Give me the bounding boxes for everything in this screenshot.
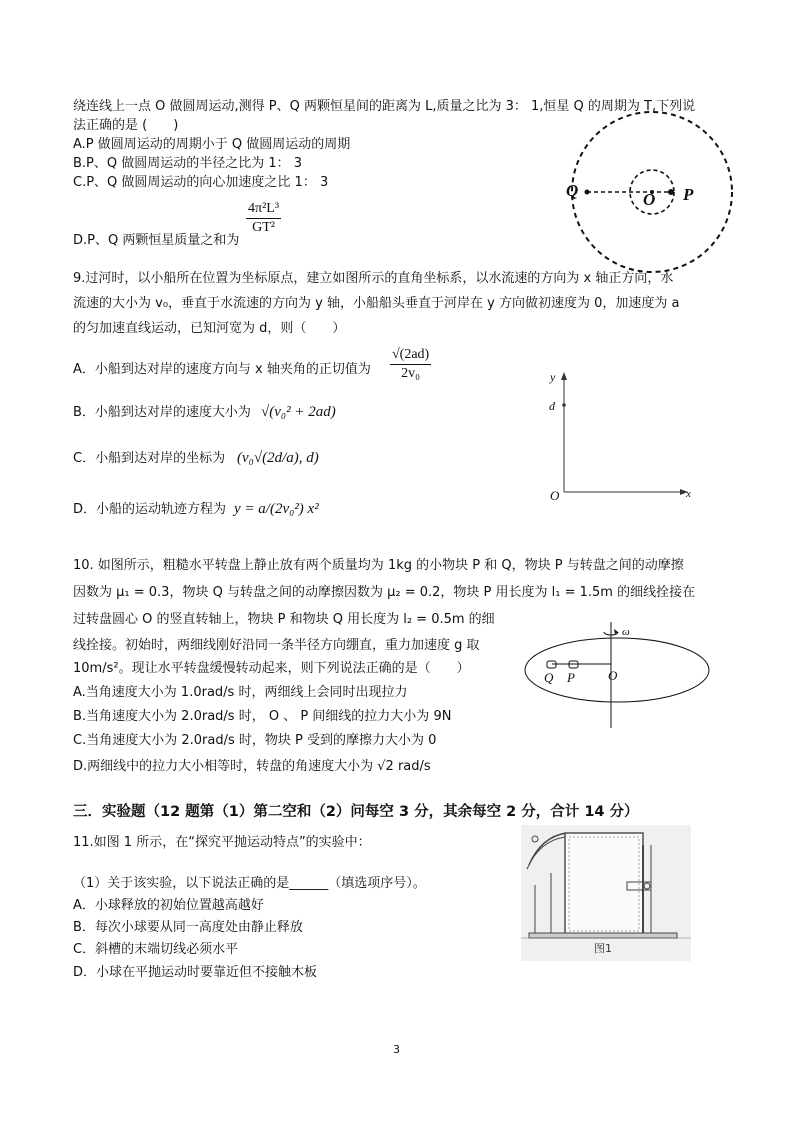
q10-option-a: A.当角速度大小为 1.0rad/s 时，两细线上会同时出现拉力	[73, 685, 408, 700]
q9-fig-label-y: y	[550, 370, 556, 384]
q11-apparatus-figure	[521, 825, 691, 961]
q9-stem-line3: 的匀加速直线运动，已知河宽为 d，则（ ）	[73, 321, 346, 336]
q9-option-d: D．小船的运动轨迹方程为	[73, 502, 227, 517]
q9-fig-label-x: x	[686, 488, 691, 500]
page-number: 3	[393, 1043, 400, 1056]
q8-fig-label-q: Q	[566, 181, 579, 200]
q10-stem-line4: 线拴接。初始时，两细线刚好沿同一条半径方向绷直，重力加速度 g 取	[73, 638, 480, 653]
q9-option-d-expression: y = a/(2v₀²) x²	[234, 501, 319, 517]
q11-stem: 11.如图 1 所示，在“探究平抛运动特点”的实验中：	[73, 835, 371, 850]
q8-option-c: C.P、Q 做圆周运动的向心加速度之比 1： 3	[73, 175, 329, 190]
q11-option-b: B．每次小球要从同一高度处由静止释放	[73, 920, 303, 935]
q8-option-d: D.P、Q 两颗恒星质量之和为	[73, 233, 240, 248]
q10-option-d: D.两细线中的拉力大小相等时，转盘的角速度大小为 √2 rad/s	[73, 759, 431, 774]
q9-stem-line2: 流速的大小为 v₀，垂直于水流速的方向为 y 轴，小船船头垂直于河岸在 y 方向做初速度为 0，加速度为 a	[73, 296, 680, 311]
q11-fig-caption: 图1	[594, 942, 612, 955]
q9-fig-label-o: O	[550, 488, 560, 503]
q10-fig-label-o: O	[608, 668, 618, 683]
q11-sub1: （1）关于该实验，以下说法正确的是______（填选项序号）。	[73, 876, 426, 891]
q10-option-b: B.当角速度大小为 2.0rad/s 时， O 、 P 间细线的拉力大小为 9N	[73, 709, 452, 724]
q10-stem-line5: 10m/s²。现让水平转盘缓慢转动起来，则下列说法正确的是（ ）	[73, 661, 470, 676]
q9-coordinate-axes	[550, 370, 710, 500]
q8-d-numerator: 4π²L³	[246, 200, 281, 219]
q11-option-c: C．斜槽的末端切线必须水平	[73, 942, 239, 957]
q10-fig-label-q: Q	[544, 670, 554, 685]
q8-stem-line2: 法正确的是 ( )	[73, 118, 179, 133]
q8-option-a: A.P 做圆周运动的周期小于 Q 做圆周运动的周期	[73, 137, 351, 152]
q8-d-denominator: GT²	[252, 219, 275, 235]
q9-option-c-expression: (v₀√(2d/a), d)	[237, 450, 319, 466]
q9-option-a-fraction	[390, 346, 431, 382]
q9-option-b: B．小船到达对岸的速度大小为	[73, 405, 251, 420]
q9-option-b-expression: √(v₀² + 2ad)	[261, 404, 336, 420]
q10-fig-label-p: P	[567, 670, 575, 685]
q9-a-numerator: √(2ad)	[390, 346, 431, 365]
q10-stem-line1: 10. 如图所示，粗糙水平转盘上静止放有两个质量均为 1kg 的小物块 P 和 Q，物块 P 与转盘之间的动摩擦	[73, 558, 684, 573]
q9-option-c: C．小船到达对岸的坐标为	[73, 451, 226, 466]
q9-stem-line1: 9.过河时，以小船所在位置为坐标原点，建立如图所示的直角坐标系，以水流速的方向为 x 轴正方向，水	[73, 271, 674, 286]
q8-option-d-fraction	[246, 200, 281, 236]
q10-stem-line3: 过转盘圆心 O 的竖直转轴上，物块 P 和物块 Q 用长度为 l₂ = 0.5m 的细	[73, 612, 495, 627]
q9-a-denominator: 2v₀	[401, 365, 421, 381]
q11-option-a: A．小球释放的初始位置越高越好	[73, 898, 264, 913]
q10-fig-label-omega: ω	[622, 626, 630, 638]
section-3-heading: 三．实验题（12 题第（1）第二空和（2）问每空 3 分，其余每空 2 分，合计 14 分）	[73, 804, 639, 820]
q10-stem-line2: 因数为 μ₁ = 0.3，物块 Q 与转盘之间的动摩擦因数为 μ₂ = 0.2，物块 P 用长度为 l₁ = 1.5m 的细线拴接在	[73, 585, 696, 600]
q9-option-a: A．小船到达对岸的速度方向与 x 轴夹角的正切值为	[73, 362, 371, 377]
q8-option-b: B.P、Q 做圆周运动的半径之比为 1： 3	[73, 156, 303, 171]
q8-fig-label-o: O	[643, 190, 656, 209]
q8-stem-line1: 绕连线上一点 O 做圆周运动,测得 P、Q 两颗恒星间的距离为 L,质量之比为 3： 1,恒星 Q 的周期为 T,下列说	[73, 99, 696, 114]
q9-fig-label-d: d	[549, 399, 555, 413]
q11-option-d: D．小球在平抛运动时要靠近但不接触木板	[73, 965, 318, 980]
q8-fig-label-p: P	[683, 185, 694, 204]
q10-option-c: C.当角速度大小为 2.0rad/s 时，物块 P 受到的摩擦力大小为 0	[73, 733, 437, 748]
